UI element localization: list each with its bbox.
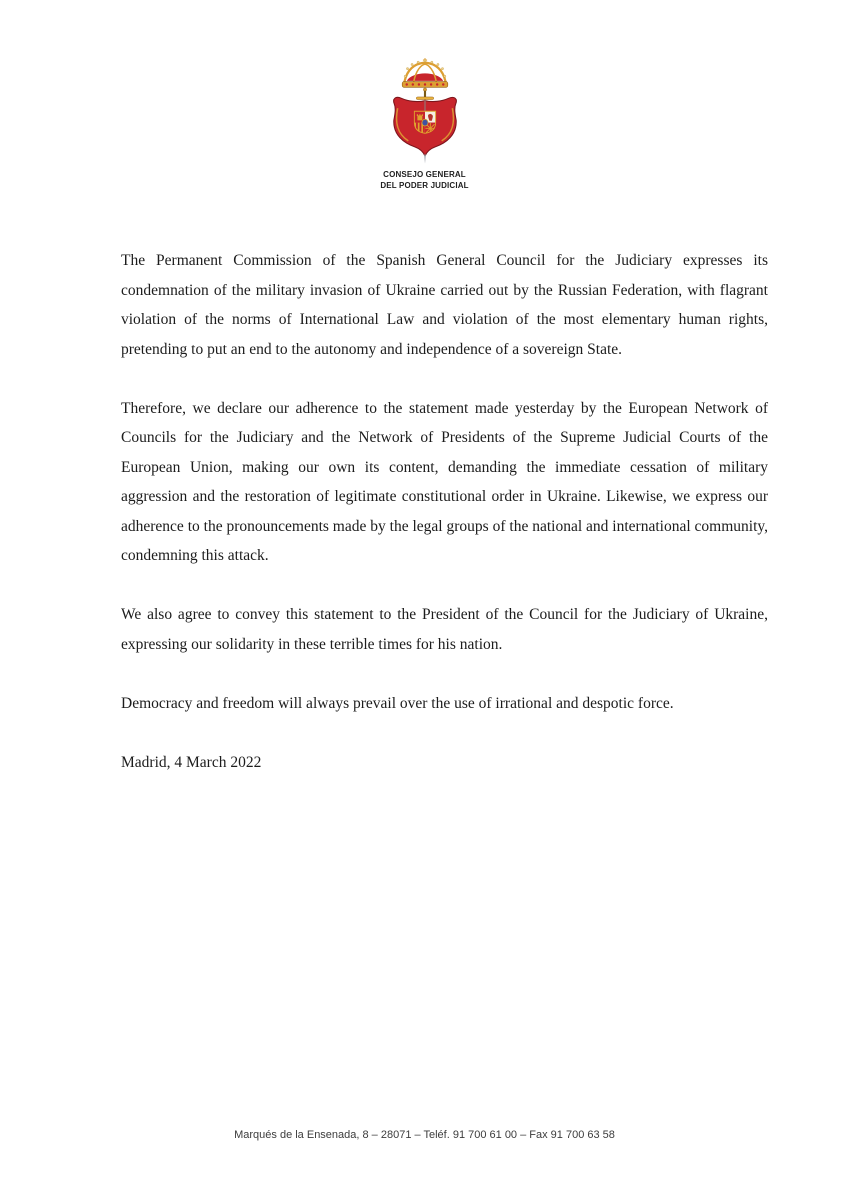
org-name-line1: CONSEJO GENERAL [383, 170, 466, 179]
letter-body [121, 246, 768, 807]
org-header [0, 58, 849, 191]
letter-paragraph: Therefore, we declare our adherence to the statement made yesterday by the European Network of Councils for the Judiciary and the Network of Presidents of the Supreme Judicial Courts of the European Union, making our own its content, demanding the immediate cessation of military aggression and the restoration of legitimate constitutional order in Ukraine. Likewise, we express our adherence to the pronouncements made by the legal groups of the national and international community, condemning this attack. [121, 399, 768, 564]
letter-paragraph: The Permanent Commission of the Spanish General Council for the Judiciary expresses its condemnation of the military invasion of Ukraine carried out by the Russian Federation, with flagrant violation of the norms of International Law and violation of the most elementary human rights, pretending to put an end to the autonomy and independence of a sovereign State. [121, 252, 768, 358]
letter-dateline: Madrid, 4 March 2022 [121, 753, 262, 771]
letter-paragraph: Democracy and freedom will always prevail over the use of irrational and despotic force. [121, 694, 674, 712]
org-name-line2: DEL PODER JUDICIAL [380, 181, 469, 190]
footer-address: Marqués de la Ensenada, 8 – 28071 – Teléf. 91 700 61 00 – Fax 91 700 63 58 [234, 1129, 615, 1141]
letter-paragraph: We also agree to convey this statement to the President of the Council for the Judiciary of Ukraine, expressing our solidarity in these terrible times for his nation. [121, 606, 768, 653]
cgpj-crest-icon [387, 58, 463, 166]
